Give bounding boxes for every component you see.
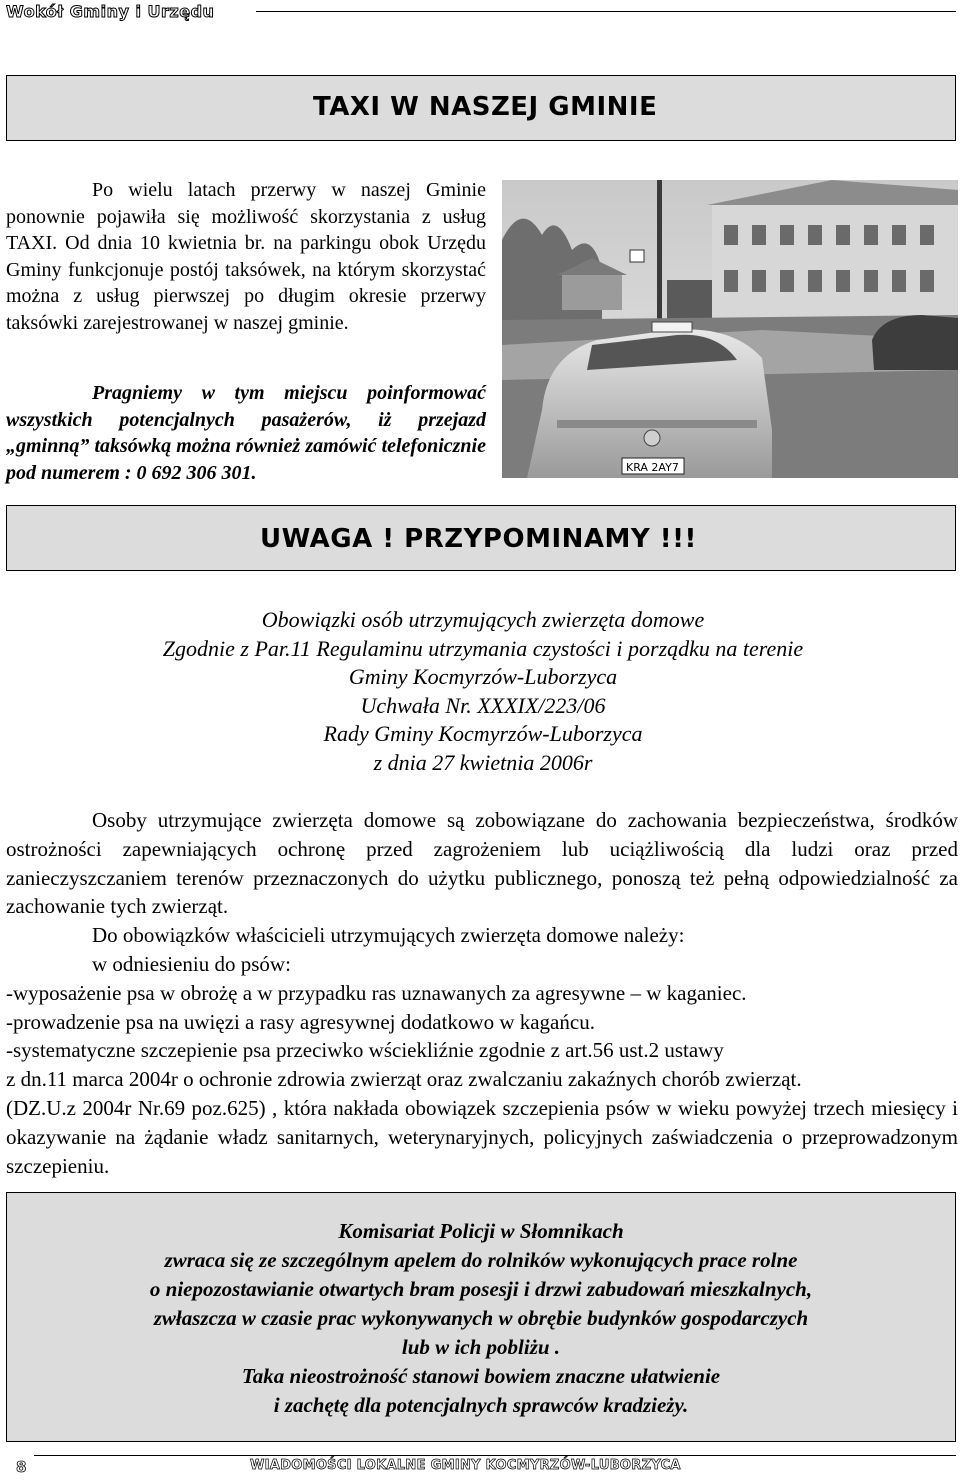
page-header (6, 0, 956, 22)
body-paragraph: (DZ.U.z 2004r Nr.69 poz.625) , która nakłada obowiązek szczepienia psów w wieku powyżej trzech miesięcy i okazywanie na żądanie władz sanitarnych, weterynaryjnych, policyjnych zaświadczenia o przeprowadzonym szczepieniu. (6, 1095, 958, 1178)
police-notice-line: i zachętę dla potencjalnych sprawców kradzieży. (273, 1393, 689, 1417)
police-notice-box (6, 1192, 956, 1442)
taxi-photo-image (502, 180, 958, 478)
police-notice-line: o niepozostawianie otwartych bram posesji i drzwi zabudowań mieszkalnych, (149, 1277, 813, 1301)
body-paragraph: z dn.11 marca 2004r o ochronie zdrowia zwierząt oraz zwalczaniu zakaźnych chorób zwierząt. (6, 1067, 802, 1092)
regulation-heading-line: Uchwała Nr. XXXIX/223/06 (360, 692, 606, 718)
page-footer (6, 1455, 956, 1479)
police-notice-line: Komisariat Policji w Słomnikach (338, 1219, 624, 1243)
publication-title: WIADOMOŚCI LOKALNE GMINY KOCMYRZÓW-LUBORZYCA (250, 1458, 681, 1473)
regulation-body (6, 806, 958, 1180)
police-notice-line: Taka nieostrożność stanowi bowiem znaczne ułatwienie (241, 1364, 721, 1388)
taxi-title-box (6, 75, 956, 141)
regulation-heading-line: Rady Gminy Kocmyrzów-Luborzyca (323, 721, 643, 746)
taxi-photo (502, 180, 958, 478)
body-list-item: -systematyczne szczepienie psa przeciwko wściekliźnie zgodnie z art.56 ust.2 ustawy (6, 1038, 724, 1063)
body-list-item: -prowadzenie psa na uwięzi a rasy agresywnej dodatkowo w kagańcu. (6, 1009, 595, 1034)
regulation-heading-line: Zgodnie z Par.11 Regulaminu utrzymania czystości i porządku na terenie (162, 635, 804, 661)
body-paragraph: w odniesieniu do psów: (92, 951, 291, 976)
header-rule (256, 11, 956, 12)
regulation-heading-line: Obowiązki osób utrzymujących zwierzęta domowe (261, 607, 705, 632)
taxi-title: TAXI W NASZEJ GMINIE (313, 92, 658, 122)
page-number: 8 (16, 1458, 27, 1476)
taxi-phone-notice: Pragniemy w tym miejscu poinformować wszystkich potencjalnych pasażerów, iż przejazd „gminną” taksówką można również zamówić telefonicznie pod numerem : 0 692 306 301. (6, 382, 486, 484)
reminder-title: UWAGA ! PRZYPOMINAMY !!! (260, 524, 697, 554)
body-list-item: -wyposażenie psa w obrożę a w przypadku ras uznawanych za agresywne – w kaganiec. (6, 980, 747, 1005)
police-notice (7, 1217, 955, 1420)
police-notice-line: zwraca się ze szczególnym apelem do rolników wykonujących prace rolne (164, 1248, 798, 1272)
body-paragraph: Do obowiązków właścicieli utrzymujących zwierzęta domowe należy: (92, 923, 685, 948)
body-paragraph: Osoby utrzymujące zwierzęta domowe są zobowiązane do zachowania bezpieczeństwa, środków ostrożności zapewniających ochronę przed zagrożeniem lub uciążliwością dla ludzi oraz przed zanieczyszczaniem terenów przeznaczonych do użytku publicznego, ponoszą też pełną odpowiedzialność za zachowanie tych zwierząt. (6, 808, 958, 919)
section-title: Wokół Gminy i Urzędu (6, 2, 215, 21)
reminder-title-box (6, 505, 956, 571)
regulation-heading-line: z dnia 27 kwietnia 2006r (373, 749, 593, 775)
regulation-heading-line: Gminy Kocmyrzów-Luborzyca (348, 664, 618, 689)
police-notice-line: zwłaszcza w czasie prac wykonywanych w obrębie budynków gospodarczych (153, 1306, 809, 1330)
taxi-article (6, 177, 486, 336)
footer-rule (34, 1455, 956, 1456)
regulation-heading (0, 606, 960, 777)
taxi-paragraph: Po wielu latach przerwy w naszej Gminie ponownie pojawiła się możliwość skorzystania z usług TAXI. Od dnia 10 kwietnia br. na parkingu obok Urzędu Gminy funkcjonuje postój taksówek, na którym skorzystać można z usług pierwszej po długim okresie przerwy taksówki zarejestrowanej w naszej gminie. (6, 179, 486, 334)
police-notice-line: lub w ich pobliżu . (401, 1335, 561, 1359)
license-plate: KRA 2AY7 (626, 461, 679, 474)
